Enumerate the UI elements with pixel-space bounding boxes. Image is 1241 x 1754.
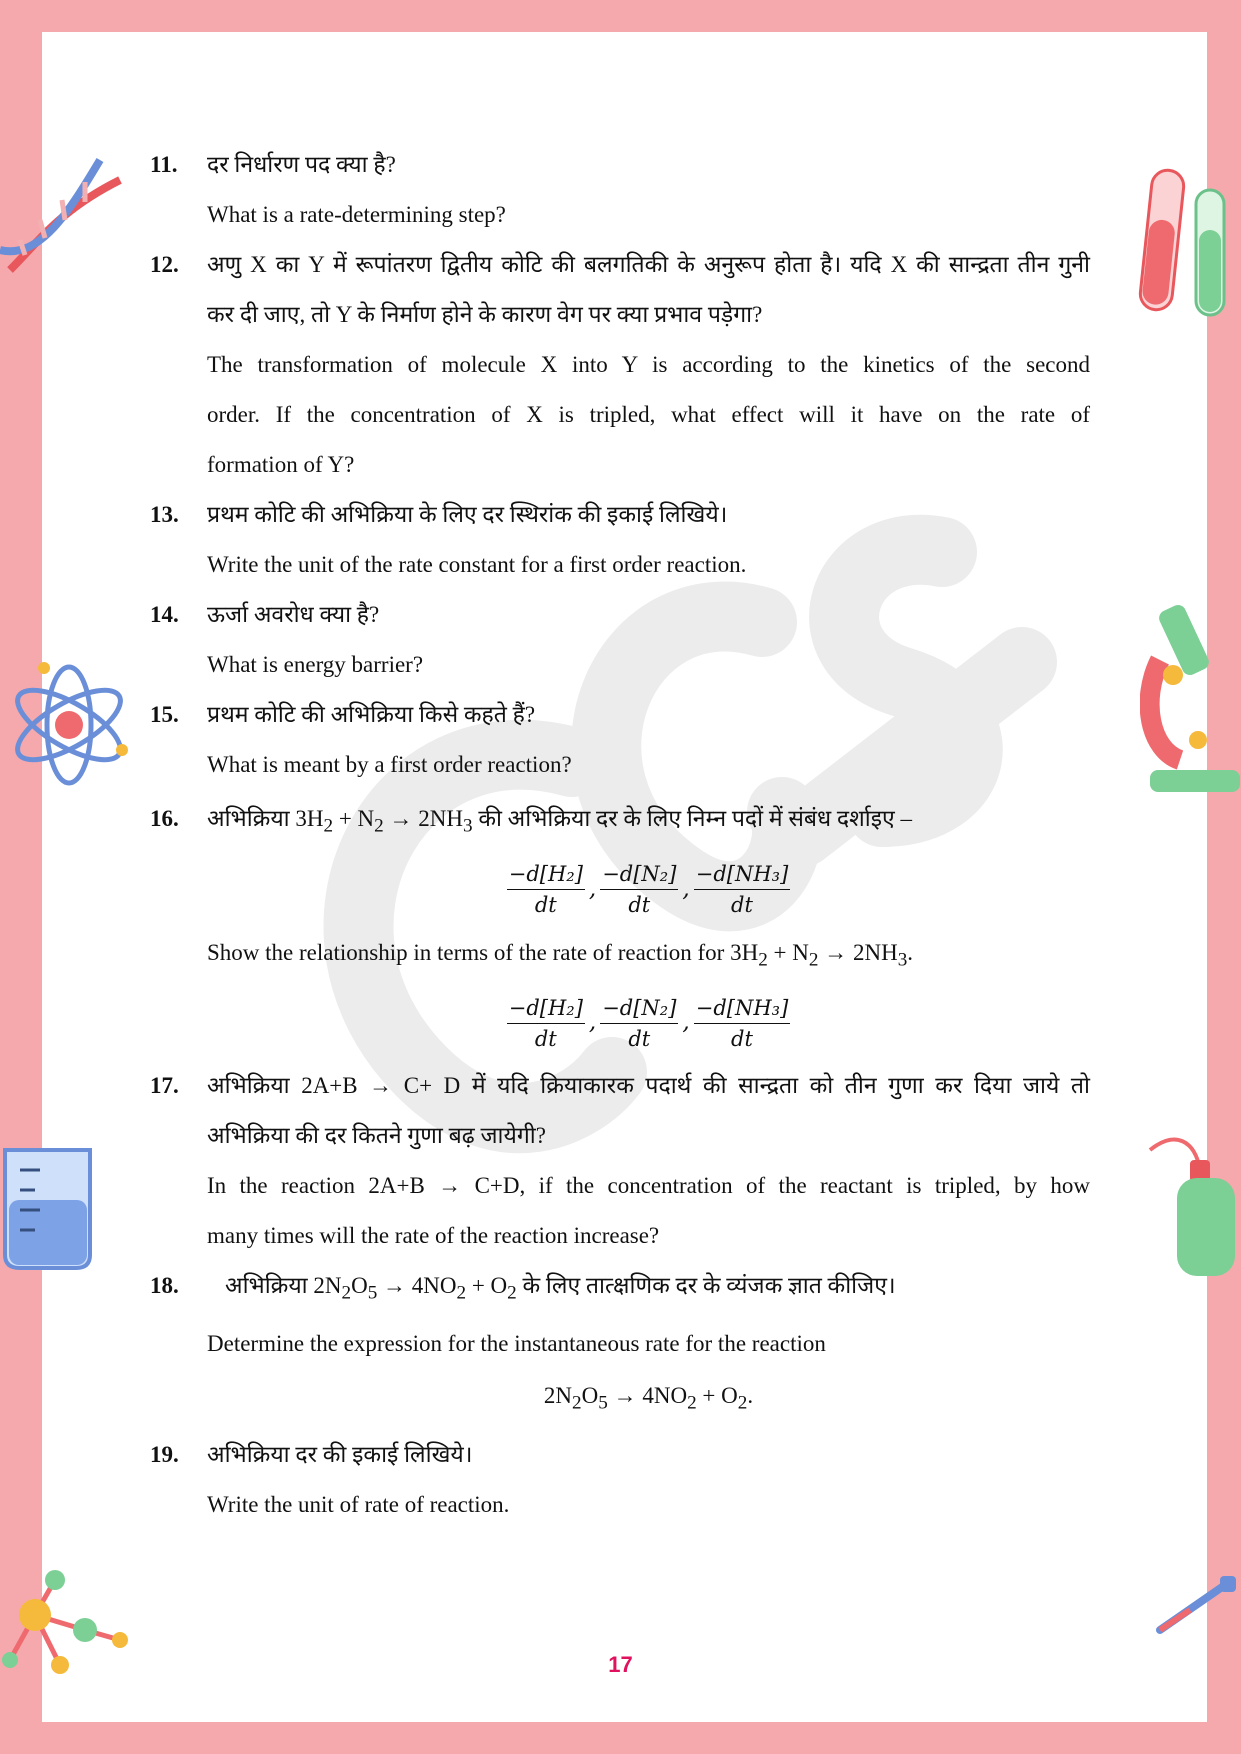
question-english: What is energy barrier? — [207, 652, 424, 677]
question-english: What is a rate-determining step? — [207, 202, 506, 227]
question-list — [150, 140, 1090, 1530]
question-english-line-2: order. If the concentration of X is tripled, what effect will it have on the rate of — [207, 402, 1090, 427]
question-hindi: अभिक्रिया $3H_2 + N_2 \to 2NH_3$ की अभिक्रिया दर के लिए निम्न पदों में संबंध दर्शाइए – — [207, 806, 912, 837]
question-english-line-2: many times will the rate of the reaction increase? — [207, 1223, 660, 1249]
rate-term-n2: $\frac{\text{−d[N₂]}}{dt}$ — [600, 859, 678, 920]
question-11 — [150, 140, 1090, 240]
wash-bottle-icon — [1145, 1130, 1241, 1280]
question-number: 13. — [150, 502, 179, 527]
rate-term-n2: $\frac{\text{−d[N₂]}}{dt}$ — [600, 993, 678, 1054]
question-hindi: प्रथम कोटि की अभिक्रिया के लिए दर स्थिरांक की इकाई लिखिये। — [207, 502, 728, 527]
question-hindi: अभिक्रिया दर की इकाई लिखिये। — [207, 1442, 473, 1468]
question-number: 16. — [150, 806, 179, 831]
rate-terms-hindi: $\frac{\text{−d[H₂]}}{dt}$ , $\frac{\text{−d[N₂]}}{dt}$ , $\frac{\text{−d[NH₃]}}{dt}$ — [207, 852, 1090, 928]
rate-term-nh3: $\frac{\text{−d[NH₃]}}{dt}$ — [694, 859, 791, 920]
reaction-equation: $2N_2O_5 \to 4NO_2 + O_2$. — [543, 1382, 754, 1414]
question-number: 18. — [150, 1273, 179, 1299]
question-number: 17. — [150, 1073, 179, 1099]
question-english: What is meant by a first order reaction? — [207, 752, 572, 777]
question-14 — [150, 590, 1090, 690]
rate-terms-english: $\frac{\text{−d[H₂]}}{dt}$ , $\frac{\text{−d[N₂]}}{dt}$ , $\frac{\text{−d[NH₃]}}{dt}$ — [207, 985, 1090, 1061]
question-english-line-3: formation of Y? — [207, 452, 355, 477]
question-13 — [150, 490, 1090, 590]
question-number: 12. — [150, 252, 179, 277]
question-17 — [150, 1061, 1090, 1261]
beaker-icon — [0, 1140, 100, 1270]
question-english-line-1: In the reaction 2A+B → C+D, if the concentration of the reactant is tripled, by how — [207, 1173, 1090, 1199]
test-tubes-icon — [1138, 160, 1241, 320]
question-number: 11. — [150, 152, 178, 177]
question-18 — [150, 1261, 1090, 1430]
question-number: 19. — [150, 1442, 179, 1468]
question-english: Show the relationship in terms of the rate of reaction for $3H_2 + N_2 \to 2NH_3$. — [207, 939, 914, 971]
question-16 — [150, 794, 1090, 1061]
question-hindi-line-2: अभिक्रिया की दर कितने गुणा बढ़ जायेगी? — [207, 1123, 546, 1149]
question-hindi-line-1: अणु X का Y में रूपांतरण द्वितीय कोटि की बलगतिकी के अनुरूप होता है। यदि X की सान्द्रता तीन गुनी — [207, 252, 1090, 277]
question-hindi-line-1: अभिक्रिया 2A+B → C+ D में यदि क्रियाकारक पदार्थ की सान्द्रता को तीन गुणा कर दिया जाये तो — [207, 1073, 1090, 1099]
question-number: 14. — [150, 602, 179, 627]
question-hindi: दर निर्धारण पद क्या है? — [207, 152, 396, 177]
rate-term-h2: $\frac{\text{−d[H₂]}}{dt}$ — [507, 993, 585, 1054]
question-number: 15. — [150, 702, 179, 727]
question-hindi-line-2: कर दी जाए, तो Y के निर्माण होने के कारण वेग पर क्या प्रभाव पड़ेगा? — [207, 302, 763, 327]
question-12 — [150, 240, 1090, 490]
question-english: Write the unit of rate of reaction. — [207, 1492, 510, 1518]
question-hindi: अभिक्रिया $2N_2O_5 \to 4NO_2 + O_2$ के लिए तात्क्षणिक दर के व्यंजक ज्ञात कीजिए। — [225, 1273, 896, 1304]
microscope-icon — [1140, 600, 1241, 800]
page-number: 17 — [608, 1652, 633, 1677]
dropper-icon — [1150, 1570, 1240, 1640]
atom-icon — [4, 650, 144, 800]
question-english: Write the unit of the rate constant for a first order reaction. — [207, 552, 747, 577]
question-hindi: प्रथम कोटि की अभिक्रिया किसे कहते हैं? — [207, 702, 536, 727]
question-15 — [150, 690, 1090, 790]
question-hindi: ऊर्जा अवरोध क्या है? — [207, 602, 380, 627]
rate-term-h2: $\frac{\text{−d[H₂]}}{dt}$ — [507, 859, 585, 920]
rate-term-nh3: $\frac{\text{−d[NH₃]}}{dt}$ — [694, 993, 791, 1054]
question-19 — [150, 1430, 1090, 1530]
dna-icon — [0, 150, 130, 290]
question-english-line-1: The transformation of molecule X into Y is according to the kinetics of the second — [207, 352, 1090, 377]
question-english: Determine the expression for the instantaneous rate for the reaction — [207, 1330, 826, 1356]
